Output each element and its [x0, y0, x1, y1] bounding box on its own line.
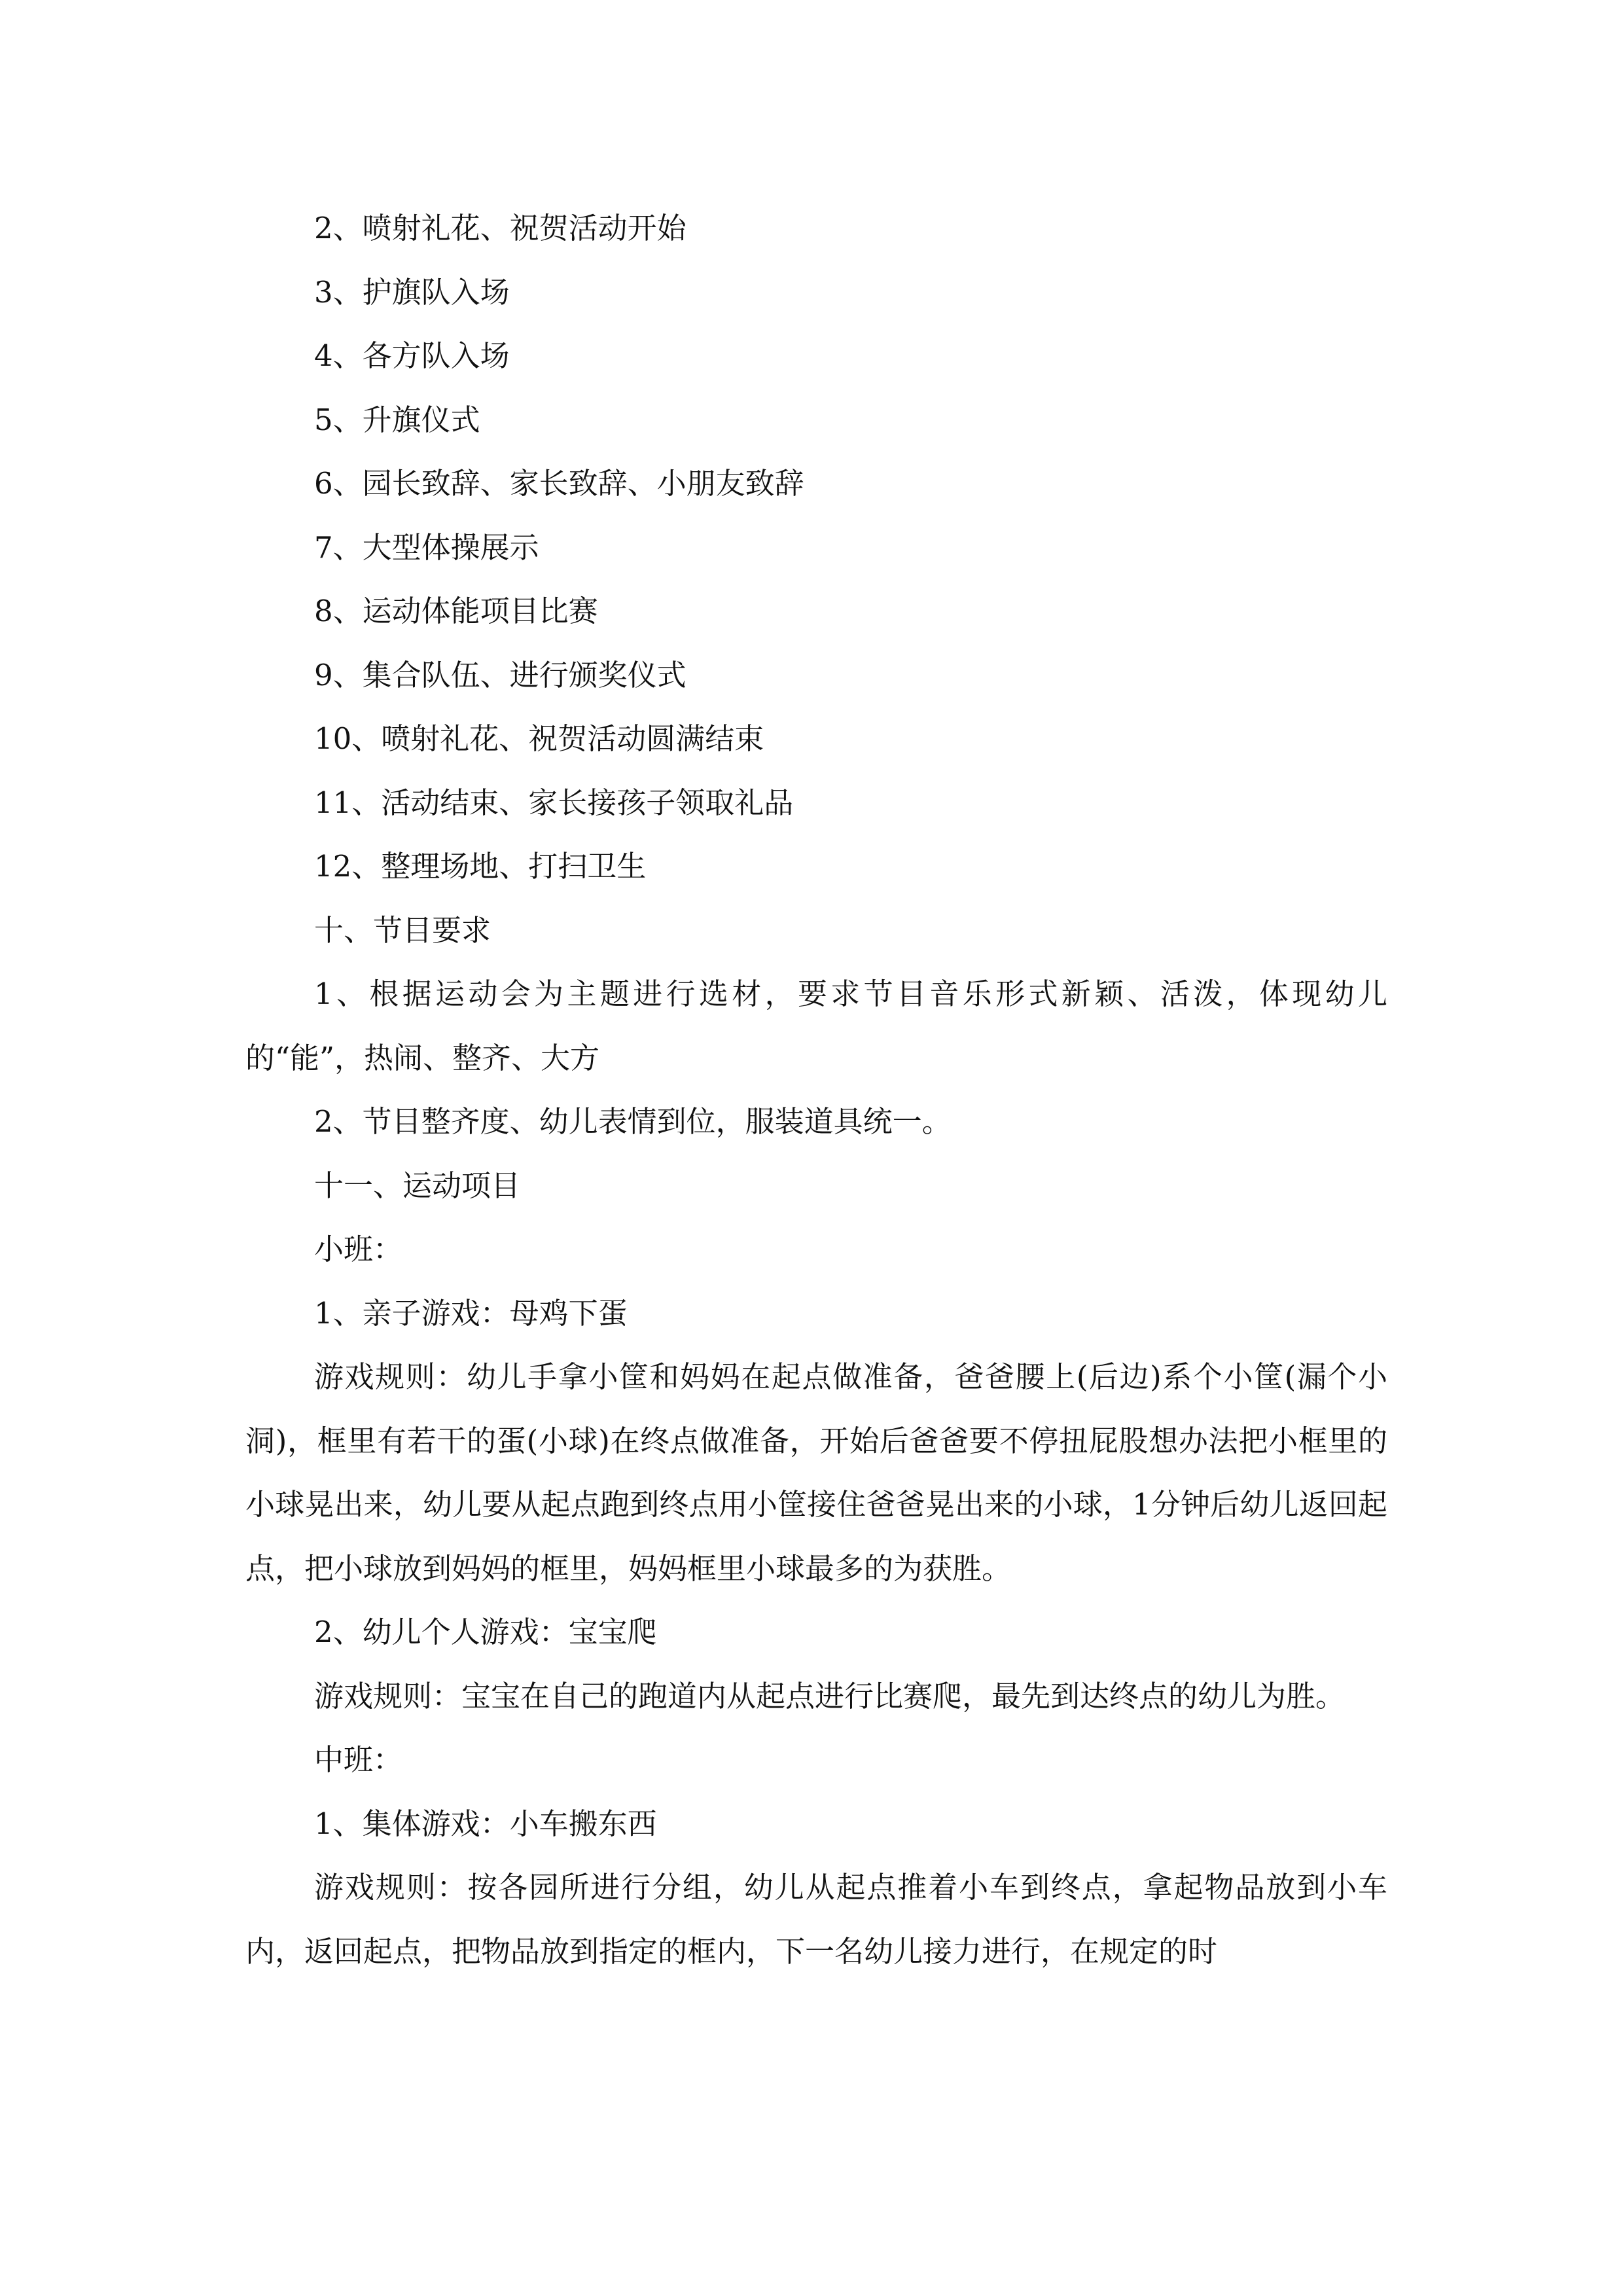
paragraph: 2、节目整齐度、幼儿表情到位，服装道具统一。: [314, 1104, 952, 1139]
subheading: 中班：: [314, 1742, 403, 1777]
section-heading: 十、节目要求: [314, 912, 491, 948]
list-item: 6、园长致辞、家长致辞、小朋友致辞: [314, 466, 804, 501]
section-heading: 十一、运动项目: [314, 1168, 521, 1203]
list-item: 8、运动体能项目比赛: [314, 594, 598, 628]
game-title: 1、亲子游戏：母鸡下蛋: [314, 1295, 628, 1331]
list-item: 7、大型体操展示: [314, 529, 539, 565]
game-title: 1、集体游戏：小车搬东西: [314, 1806, 657, 1841]
document-body: [245, 196, 1387, 1983]
list-item: 12、整理场地、打扫卫生: [314, 849, 647, 884]
list-item: 11、活动结束、家长接孩子领取礼品: [314, 785, 794, 820]
game-rules: 游戏规则：按各园所进行分组，幼儿从起点推着小车到终点，拿起物品放到小车内，返回起点，把物品放到指定的框内，下一名幼儿接力进行，在规定的时: [245, 1870, 1387, 1969]
list-item: 10、喷射礼花、祝贺活动圆满结束: [314, 721, 764, 756]
game-rules: 游戏规则：幼儿手拿小筐和妈妈在起点做准备，爸爸腰上(后边)系个小筐(漏个小洞)，框里有若干的蛋(小球)在终点做准备，开始后爸爸要不停扭屁股想办法把小框里的小球晃出来，幼儿要从起点跑到终点用小筐接住爸爸晃出来的小球，1分钟后幼儿返回起点，把小球放到妈妈的框里，妈妈框里小球最多的为获胜。: [245, 1359, 1387, 1586]
game-rules: 游戏规则：宝宝在自己的跑道内从起点进行比赛爬，最先到达终点的幼儿为胜。: [314, 1678, 1346, 1713]
list-item: 2、喷射礼花、祝贺活动开始: [314, 211, 687, 245]
game-title: 2、幼儿个人游戏：宝宝爬: [314, 1615, 657, 1649]
paragraph: 1、根据运动会为主题进行选材，要求节目音乐形式新颖、活泼，体现幼儿的“能”，热闹、整齐、大方: [245, 977, 1387, 1075]
list-item: 5、升旗仪式: [314, 402, 480, 437]
subheading: 小班：: [314, 1232, 403, 1266]
list-item: 4、各方队入场: [314, 338, 510, 373]
list-item: 9、集合队伍、进行颁奖仪式: [314, 657, 687, 692]
list-item: 3、护旗队入场: [314, 274, 510, 310]
